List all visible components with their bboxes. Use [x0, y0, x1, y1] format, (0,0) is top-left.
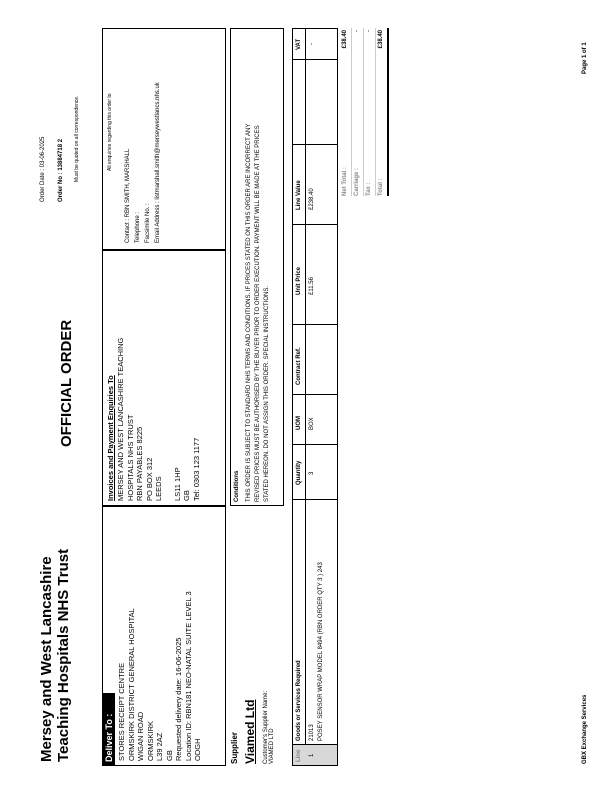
customer-supplier-name: VIAMED LTD [269, 728, 275, 764]
page-number: Page 1 of 1 [582, 42, 588, 74]
invoice-line: HOSPITALS NHS TRUST [125, 414, 135, 501]
deliver-line: ORMSKIRK DISTRICT GENERAL HOSPITAL [126, 608, 136, 761]
invoice-box [102, 250, 226, 506]
col-header-unit-price: Unit Price [296, 266, 302, 295]
order-date: Order Date : 03-06-2025 [40, 136, 46, 202]
invoice-line: GB [182, 490, 191, 501]
contact-facsimile: Facsimile No. : [145, 203, 151, 243]
supplier-section [230, 691, 275, 764]
row-line-value: £238.40 [309, 188, 315, 210]
row-vat: - [309, 43, 315, 45]
col-header-goods: Goods or Services Required [296, 660, 302, 741]
order-quote-note: Must be quoted on all correspondence. [74, 95, 80, 182]
supplier-label: Supplier [230, 731, 239, 764]
contact-box [102, 28, 226, 250]
invoice-line: LEEDS [154, 476, 163, 501]
deliver-line: ODGH [193, 738, 202, 761]
row-item-code: 21013 [309, 724, 315, 741]
invoice-line: LS11 1HP [172, 467, 182, 501]
trust-name-line1: Mersey and West Lancashire [38, 556, 55, 762]
deliver-line: L39 2AZ [155, 732, 164, 761]
order-number: Order No : 13884718 2 [58, 138, 64, 202]
col-header-uom: UOM [296, 416, 302, 430]
carriage-value: - [354, 30, 360, 32]
invoice-line: MERSEY AND WEST LANCASHIRE TEACHING [116, 337, 125, 501]
document-title: OFFICIAL ORDER [58, 319, 75, 447]
contact-details [123, 82, 163, 243]
invoice-heading: Invoices and Payment Enquiries To [106, 375, 115, 501]
supplier-name: Viamed Ltd [243, 699, 257, 764]
invoice-phone: Tel: 0303 123 1177 [191, 437, 201, 501]
invoice-address [116, 338, 201, 501]
customer-supplier-label: Customer's Supplier Name: [263, 690, 269, 764]
net-total-label: Net Total : [342, 167, 348, 196]
deliver-line: STORES RECEIPT CENTRE [117, 662, 126, 761]
tax-value: - [366, 30, 372, 32]
trust-name-line2: Teaching Hospitals NHS Trust [55, 548, 72, 762]
carriage-label: Carriage : [354, 167, 360, 196]
net-total-value: £38.40 [342, 30, 348, 49]
col-header-contract: Contract Ref. [296, 347, 302, 385]
row-description: POSEY SENSOR WRAP MODEL 8494 (RBN ORDER QTY 3 ) 243 [318, 562, 324, 741]
deliver-to-address [117, 591, 203, 761]
contact-telephone: Telephone : [135, 211, 141, 243]
row-quantity: 3 [309, 471, 315, 475]
tax-label: Tax : [366, 182, 372, 196]
deliver-line: GB [164, 750, 174, 761]
conditions-text: THIS ORDER IS SUBJECT TO STANDARD NHS TERMS AND CONDITIONS. IF PRICES STATED ON THIS ORDER ARE INCORRECT ANY REVISED PRICES MUST BE AUTHORISED BY THE BUYER PRIOR TO ORDER EXECUTION. PAYMENT WILL BE MADE AT THE PRICES STATED HEREON. DO NOT ASSIGN THIS ORDER. SPECIAL INSTRUCTIONS. [246, 123, 270, 502]
row-uom: BOX [309, 417, 315, 430]
order-lines-table [292, 28, 338, 766]
row-unit-price: £11.56 [309, 277, 315, 295]
delivery-date: Requested delivery date: 16-06-2025 [174, 637, 183, 761]
footer-provider: GBX Exchange Services [582, 694, 588, 764]
invoice-line: RBN PAYABLES 8225 [135, 426, 144, 501]
row-line-number: 1 [309, 753, 315, 757]
total-value: £38.40 [378, 30, 384, 49]
col-header-vat: VAT [296, 38, 302, 50]
conditions-box [230, 28, 284, 506]
deliver-line: WIGAN ROAD [136, 711, 145, 761]
col-header-line: Line [296, 749, 302, 762]
col-header-quantity: Quantity [296, 460, 302, 485]
trust-name [38, 549, 72, 762]
col-header-line-value: Line Value [296, 180, 302, 210]
contact-name: Contact : RBN SMITH, MARSHALL [125, 148, 131, 243]
deliver-to-box [102, 506, 226, 766]
location-id: Location ID: RBN181 NEO-NATAL SUITE LEVEL 3 [183, 591, 193, 761]
invoice-line: PO BOX 312 [144, 457, 154, 501]
totals-block [340, 28, 389, 196]
conditions-heading: Conditions [234, 470, 240, 502]
contact-email[interactable]: Email Address : listmarshall.smith@merseywestlancs.nhs.uk [155, 82, 161, 243]
deliver-to-heading: Deliver To : [103, 693, 115, 765]
deliver-line: ORMSKIRK [145, 720, 155, 761]
total-label: Total : [378, 178, 384, 196]
contact-note: All enquiries regarding this order to [107, 93, 113, 171]
